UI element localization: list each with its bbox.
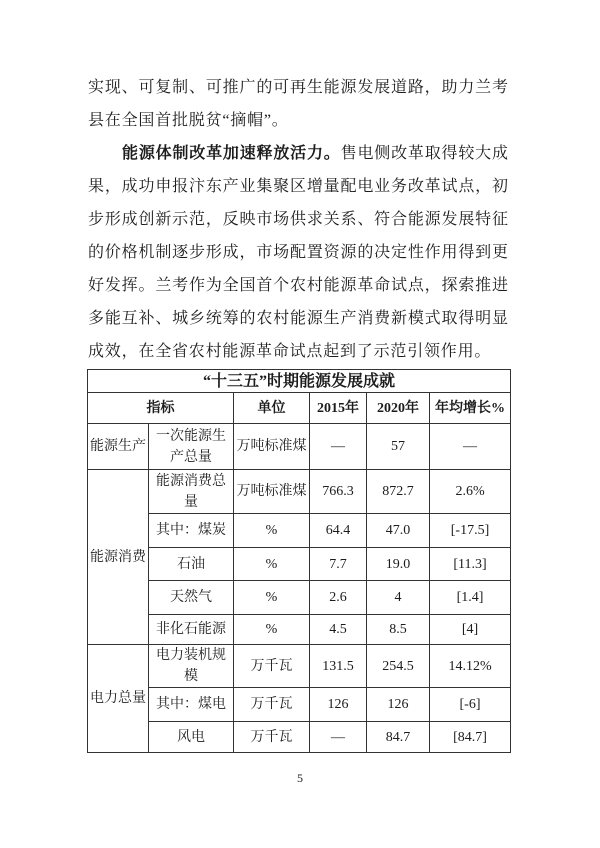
cell-unit: 万吨标准煤 (234, 470, 310, 514)
cell-unit: % (234, 615, 310, 645)
cell-name: 石油 (149, 548, 234, 581)
cell-name: 电力装机规模 (149, 645, 234, 688)
cell-growth: [-6] (430, 688, 511, 722)
cell-2020: 126 (367, 688, 430, 722)
cell-2020: 47.0 (367, 514, 430, 548)
cell-2020: 254.5 (367, 645, 430, 688)
cell-growth: [1.4] (430, 581, 511, 615)
cell-name: 风电 (149, 722, 234, 753)
cell-unit: % (234, 581, 310, 615)
energy-achievement-table (87, 369, 511, 753)
cell-growth: [11.3] (430, 548, 511, 581)
cell-unit: 万千瓦 (234, 722, 310, 753)
cell-unit: % (234, 514, 310, 548)
cell-2015: 64.4 (310, 514, 367, 548)
p2-line-2: 果，成功申报汴东产业集聚区增量配电业务改革试点，初 (88, 178, 508, 195)
group-energy-consumption: 能源消费 (88, 470, 149, 645)
p2-line-5: 好发挥。兰考作为全国首个农村能源革命试点，探索推进 (88, 277, 508, 294)
cell-growth: [84.7] (430, 722, 511, 753)
cell-unit: 万千瓦 (234, 688, 310, 722)
cell-name: 一次能源生产总量 (149, 424, 234, 470)
p1-line-2: 县在全国首批脱贫“摘帽”。 (88, 112, 289, 129)
cell-name: 其中：煤电 (149, 688, 234, 722)
cell-2020: 8.5 (367, 615, 430, 645)
cell-unit: 万吨标准煤 (234, 424, 310, 470)
cell-2015: — (310, 424, 367, 470)
header-indicator: 指标 (88, 393, 234, 424)
bold-lead-sentence: 能源体制改革加速释放活力。 (122, 145, 341, 162)
cell-2015: 766.3 (310, 470, 367, 514)
cell-growth: [-17.5] (430, 514, 511, 548)
group-power-total: 电力总量 (88, 645, 149, 753)
cell-name: 天然气 (149, 581, 234, 615)
cell-2020: 872.7 (367, 470, 430, 514)
cell-name: 非化石能源 (149, 615, 234, 645)
group-energy-production: 能源生产 (88, 424, 149, 470)
cell-2015: — (310, 722, 367, 753)
body-text (88, 71, 508, 368)
cell-2020: 4 (367, 581, 430, 615)
header-growth: 年均增长% (430, 393, 511, 424)
cell-2020: 19.0 (367, 548, 430, 581)
cell-name: 能源消费总量 (149, 470, 234, 514)
p2-line-3: 步形成创新示范，反映市场供求关系、符合能源发展特征 (88, 211, 508, 228)
cell-2015: 2.6 (310, 581, 367, 615)
cell-growth: — (430, 424, 511, 470)
cell-unit: 万千瓦 (234, 645, 310, 688)
cell-growth: 14.12% (430, 645, 511, 688)
p2-line-7: 成效，在全省农村能源革命试点起到了示范引领作用。 (88, 343, 492, 360)
cell-name: 其中：煤炭 (149, 514, 234, 548)
p2-line-1-rest: 售电侧改革取得较大成 (340, 145, 508, 162)
p2-line-6: 多能互补、城乡统筹的农村能源生产消费新模式取得明显 (88, 310, 508, 327)
table-title: “十三五”时期能源发展成就 (88, 370, 511, 393)
cell-unit: % (234, 548, 310, 581)
page-number: 5 (297, 771, 303, 785)
cell-2015: 7.7 (310, 548, 367, 581)
cell-growth: [4] (430, 615, 511, 645)
header-2020: 2020年 (367, 393, 430, 424)
p2-line-4: 的价格机制逐步形成，市场配置资源的决定性作用得到更 (88, 244, 508, 261)
cell-2015: 131.5 (310, 645, 367, 688)
cell-2020: 57 (367, 424, 430, 470)
p1-line-1: 实现、可复制、可推广的可再生能源发展道路，助力兰考 (88, 79, 508, 96)
p2-line-1 (88, 137, 508, 170)
cell-2015: 126 (310, 688, 367, 722)
header-2015: 2015年 (310, 393, 367, 424)
cell-growth: 2.6% (430, 470, 511, 514)
cell-2015: 4.5 (310, 615, 367, 645)
cell-2020: 84.7 (367, 722, 430, 753)
header-unit: 单位 (234, 393, 310, 424)
